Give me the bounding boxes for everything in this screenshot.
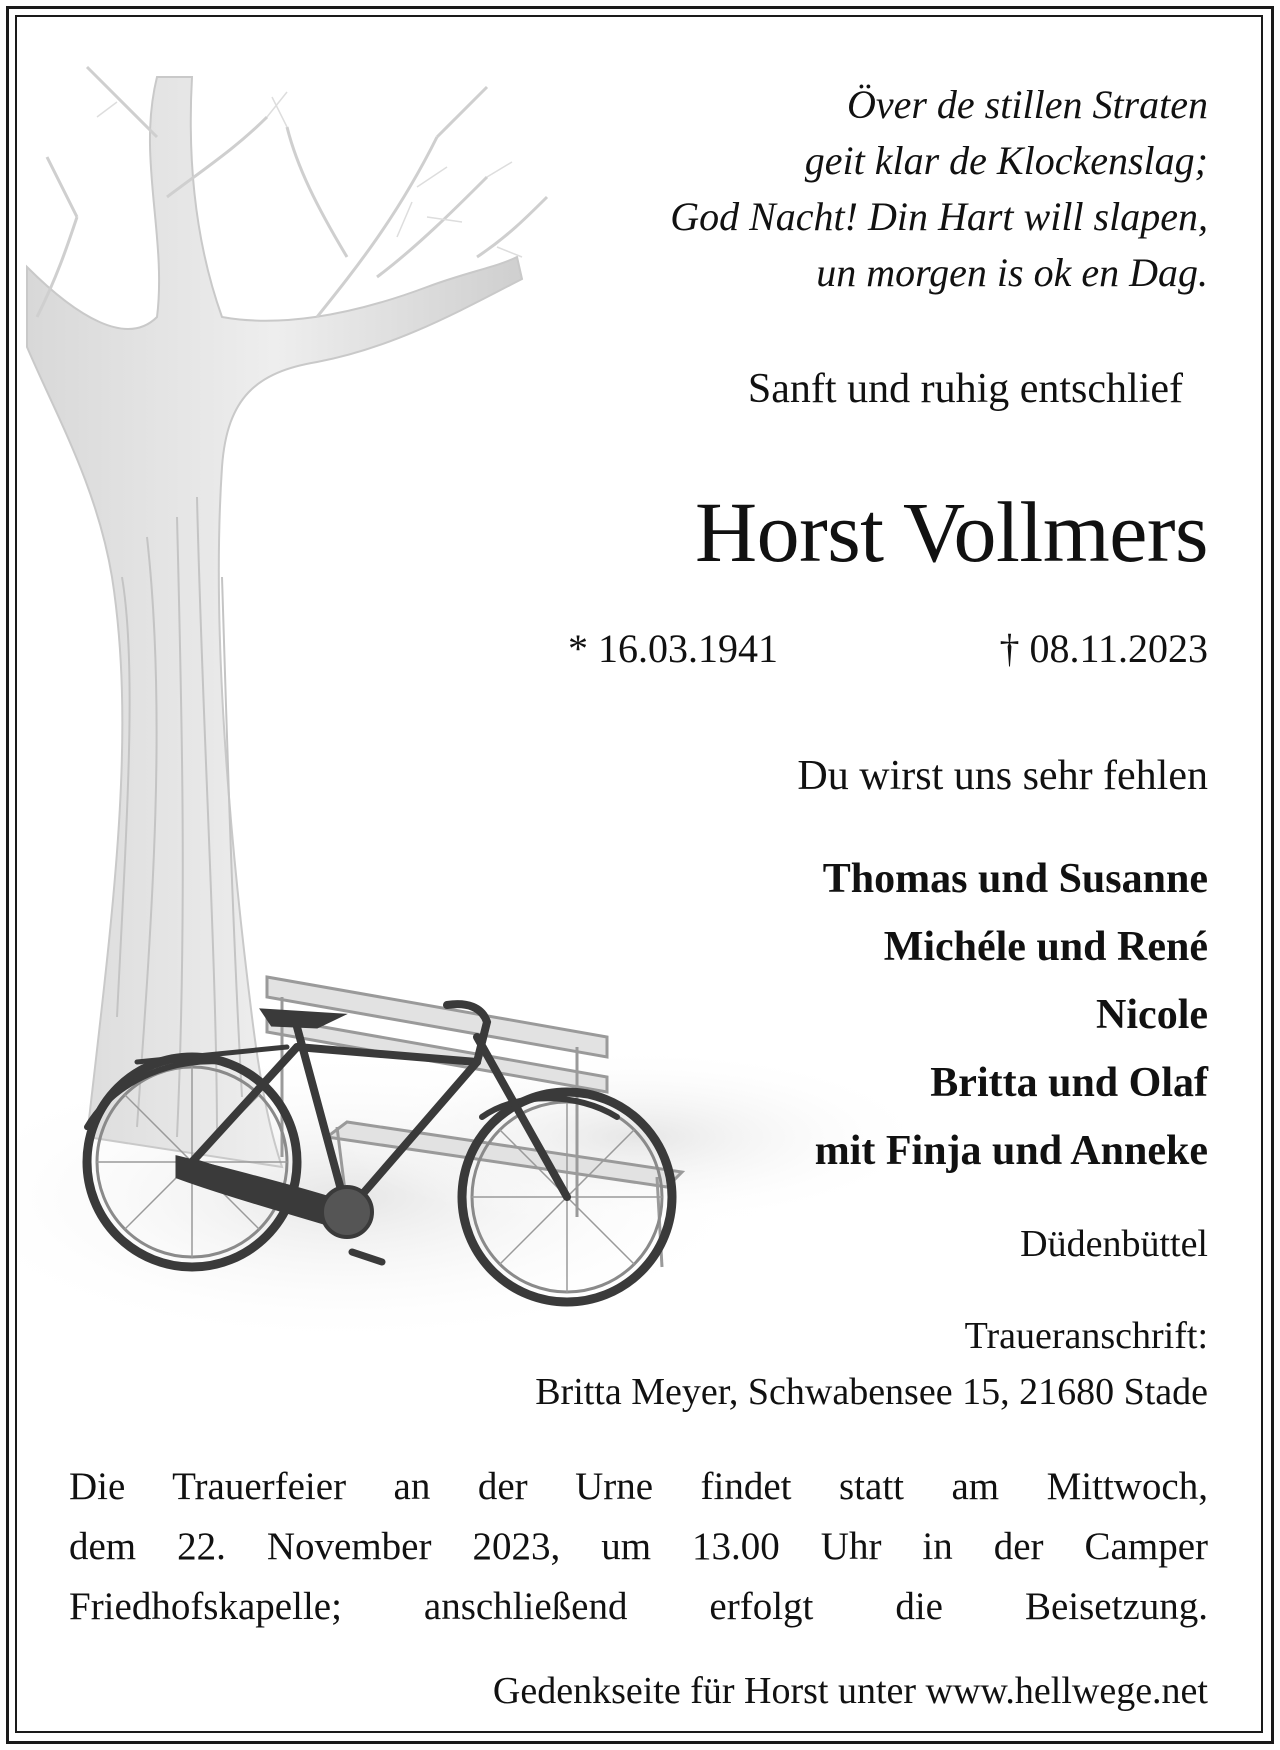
poem-line: un morgen is ok en Dag. bbox=[816, 250, 1208, 295]
family-member: mit Finja und Anneke bbox=[814, 1128, 1208, 1174]
deceased-name: Horst Vollmers bbox=[694, 484, 1208, 580]
family-names bbox=[815, 845, 1208, 1185]
ceremony-line: dem 22. November 2023, um 13.00 Uhr in der Camper bbox=[69, 1525, 1208, 1568]
poem bbox=[670, 77, 1208, 301]
place: Düdenbüttel bbox=[1020, 1223, 1208, 1265]
poem-line: geit klar de Klockenslag; bbox=[804, 138, 1208, 183]
family-member: Nicole bbox=[1096, 992, 1208, 1038]
ceremony-line: Die Trauerfeier an der Urne findet statt am Mittwoch, bbox=[69, 1465, 1208, 1508]
poem-line: God Nacht! Din Hart will slapen, bbox=[670, 194, 1208, 239]
ceremony-text bbox=[69, 1457, 1208, 1637]
mourning-address: Britta Meyer, Schwabensee 15, 21680 Stade bbox=[535, 1371, 1208, 1413]
mourning-address-label: Traueranschrift: bbox=[964, 1315, 1208, 1357]
farewell-line: Du wirst uns sehr fehlen bbox=[797, 753, 1208, 799]
family-member: Michéle und René bbox=[883, 924, 1208, 970]
notice-frame bbox=[15, 15, 1263, 1733]
poem-line: Över de stillen Straten bbox=[846, 82, 1208, 127]
family-member: Thomas und Susanne bbox=[822, 856, 1208, 902]
death-date: † 08.11.2023 bbox=[999, 626, 1208, 671]
memorial-page-line: Gedenkseite für Horst unter www.hellwege.net bbox=[492, 1670, 1208, 1712]
intro-line: Sanft und ruhig entschlief bbox=[747, 366, 1183, 412]
ceremony-line: Friedhofskapelle; anschließend erfolgt die Beisetzung. bbox=[69, 1585, 1208, 1628]
birth-date: * 16.03.1941 bbox=[568, 626, 778, 671]
family-member: Britta und Olaf bbox=[930, 1060, 1208, 1106]
